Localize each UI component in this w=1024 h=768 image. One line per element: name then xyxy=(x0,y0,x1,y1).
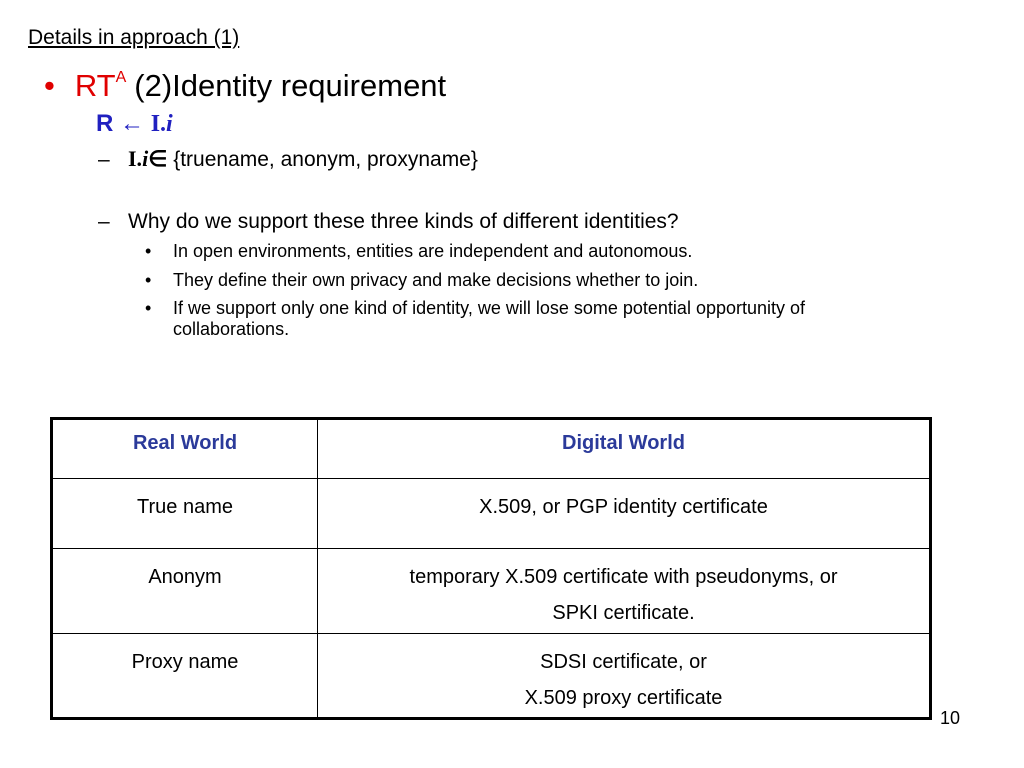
slide-title: Details in approach (1) xyxy=(28,26,240,49)
list-item-text: If we support only one kind of identity, we will lose some potential opportunity of collaborations. xyxy=(173,298,806,339)
cell-line: X.509 proxy certificate xyxy=(524,687,723,709)
real-world-cell: True name xyxy=(52,479,318,549)
rt-label: RT xyxy=(74,68,116,103)
rule-arrow: ← xyxy=(120,111,145,137)
identity-set-text: {truename, anonym, proxyname} xyxy=(173,148,478,171)
dash-glyph: – xyxy=(98,148,110,171)
sub-bullet-why xyxy=(98,210,679,234)
list-item-text: In open environments, entities are independent and autonomous. xyxy=(173,241,693,261)
main-bullet xyxy=(44,68,446,104)
real-world-cell: Proxy name xyxy=(52,634,318,719)
cell-line: SPKI certificate. xyxy=(552,602,695,624)
main-bullet-text: (2)Identity requirement xyxy=(134,68,447,103)
dash-glyph: – xyxy=(98,210,110,233)
table-row xyxy=(52,549,931,634)
digital-world-cell xyxy=(318,479,931,549)
rt-superscript: A xyxy=(115,69,127,86)
cell-line: X.509, or PGP identity certificate xyxy=(479,496,768,518)
page-number: 10 xyxy=(940,708,961,728)
element-of-symbol: ∈ xyxy=(148,146,168,171)
identity-term: I. xyxy=(128,146,143,171)
rule-line xyxy=(96,110,173,138)
rule-left: R xyxy=(96,110,114,137)
identity-table xyxy=(50,417,932,720)
table-row xyxy=(52,634,931,719)
rule-var: i xyxy=(166,111,173,137)
table-header-row xyxy=(52,419,931,479)
bullet-glyph: • xyxy=(145,270,152,290)
header-digital-world: Digital World xyxy=(318,419,931,479)
identity-var: i xyxy=(142,146,149,171)
bullet-glyph: • xyxy=(145,241,152,261)
header-real-world: Real World xyxy=(52,419,318,479)
sub-bullet-identity-set xyxy=(98,146,478,172)
cell-line: SDSI certificate, or xyxy=(540,651,707,673)
cell-line: temporary X.509 certificate with pseudonyms, or xyxy=(409,566,838,588)
bullet-glyph: • xyxy=(145,298,152,318)
rule-right: I. xyxy=(150,111,167,137)
real-world-cell: Anonym xyxy=(52,549,318,634)
digital-world-cell xyxy=(318,634,931,719)
why-text: Why do we support these three kinds of different identities? xyxy=(128,210,679,233)
digital-world-cell xyxy=(318,549,931,634)
bullet-glyph: • xyxy=(44,68,55,103)
list-item-text: They define their own privacy and make decisions whether to join. xyxy=(173,270,699,290)
table-row xyxy=(52,479,931,549)
